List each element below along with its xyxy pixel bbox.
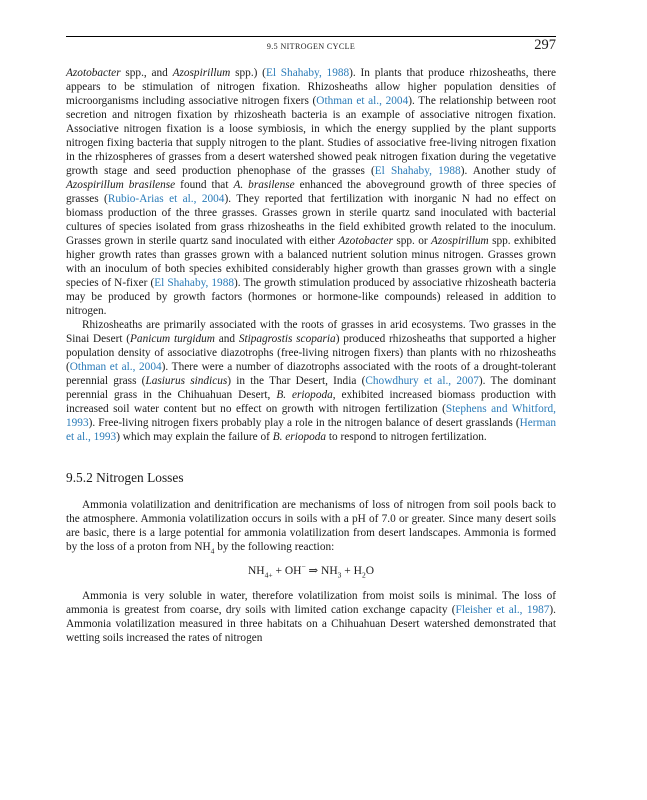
citation-link[interactable]: Fleisher et al., 1987 — [455, 604, 550, 616]
paragraph-ammonia-solubility: Ammonia is very soluble in water, therefore volatilization from moist soils is minimal. The loss of ammonia is greatest from coarse, dry soils with limited cation exchange capacity (Fleisher et al., 1987). Ammonia volatilization measured in three habitats on a Chihuahuan Desert watershed demonstrated that wetting soils increased the rates of nitrogen — [66, 590, 557, 644]
running-head: 9.5 NITROGEN CYCLE — [266, 42, 356, 51]
citation-link[interactable]: Rubio-Arias et al., 2004 — [107, 193, 225, 205]
paragraph-nitrogen-losses: Ammonia volatilization and denitrification are mechanisms of loss of nitrogen from soil pools back to the atmosphere. Ammonia volatilization occurs in soils with a pH of 7.0 or greater. Since many desert soils are basic, there is a large potential for ammonia volatilization from desert landscapes. Ammonia is formed by the loss of a proton from $NH_4$ by the following reaction: — [66, 499, 556, 556]
citation-link[interactable]: Othman et al., 2004 — [316, 95, 409, 107]
paragraph-rhizosheath-fixation: Azotobacter spp., and Azospirillum spp.) (El Shahaby, 1988). In plants that produce rhizosheaths, there appears to be stimulation of nitrogen fixation. Rhizosheaths allow higher population densities of microorganisms including associative nitrogen fixers (Othman et al., 2004). The relationship between root secretion and nitrogen fixation by rhizosheath bacteria is an example of associative nitrogen fixation. Associative nitrogen fixation is a loose symbiosis, in which the energy supplied by the plant supports nitrogen fixing bacteria that supply nitrogen to the plant. Studies of associative free-living nitrogen fixation in the rhizospheres of grasses from a desert watershed showed peak nitrogen fixation during the vegetative growth stage and seed production phenophase of the grasses (El Shahaby, 1988). Another study of Azospirillum brasilense found that A. brasilense enhanced the aboveground growth of three species of grasses (Rubio-Arias et al., 2004). They reported that fertilization with inorganic N had no effect on biomass production of the three grasses. Grasses grown in sterile quartz sand inoculated with bacterial cultures of species isolated from grass rhizosheaths in the field exhibited growth related to the inoculum. Grasses grown in sterile quartz sand inoculated with either Azotobacter spp. or Azospirillum spp. exhibited higher growth rates than grasses grown with a balanced nutrient solution minus nitrogen. Grasses grown with an inoculum of both species exhibited considerably higher growth than grasses grown with a single species of N-fixer (El Shahaby, 1988). The growth stimulation produced by associative rhizosheath bacteria may be produced by growth factors (hormones or hormone-like compounds) released in addition to nitrogen. — [66, 67, 557, 317]
citation-link[interactable]: Othman et al., 2004 — [69, 361, 162, 373]
header-rule — [66, 36, 556, 37]
citation-link[interactable]: El Shahaby, 1988 — [265, 67, 350, 79]
section-heading: 9.5.2 Nitrogen Losses — [66, 470, 184, 485]
citation-link[interactable]: El Shahaby, 1988 — [154, 277, 234, 289]
citation-link[interactable]: Herman et al., 1993 — [66, 417, 556, 443]
body-text — [66, 66, 556, 645]
reaction-equation: $NH_{4+} + OH^-$ ⇒ $NH_3 + H_2O$ — [247, 562, 375, 580]
paragraph-arid-grasses: Rhizosheaths are primarily associated with the roots of grasses in arid ecosystems. Two grasses in the Sinai Desert (Panicum turgidum and Stipagrostis scoparia) produced rhizosheaths that supported a higher population density of associative diazotrophs (free-living nitrogen fixers) than plants with no rhizosheaths (Othman et al., 2004). There were a number of diazotrophs associated with the roots of a drought-tolerant perennial grass (Lasiurus sindicus) in the Thar Desert, India (Chowdhury et al., 2007). The dominant perennial grass in the Chihuahuan Desert, B. eriopoda, exhibited increased biomass production with increased soil water content but no effect on growth with nitrogen fertilization (Stephens and Whitford, 1993). Free-living nitrogen fixers probably play a role in the nitrogen balance of desert grasslands (Herman et al., 1993) which may explain the failure of B. eriopoda to respond to nitrogen fertilization. — [66, 319, 556, 443]
citation-link[interactable]: El Shahaby, 1988 — [374, 165, 461, 177]
citation-link[interactable]: Stephens and Whitford, 1993 — [66, 403, 556, 429]
page-header — [66, 38, 556, 54]
page-number: 297 — [534, 37, 556, 53]
citation-link[interactable]: Chowdhury et al., 2007 — [365, 375, 479, 387]
